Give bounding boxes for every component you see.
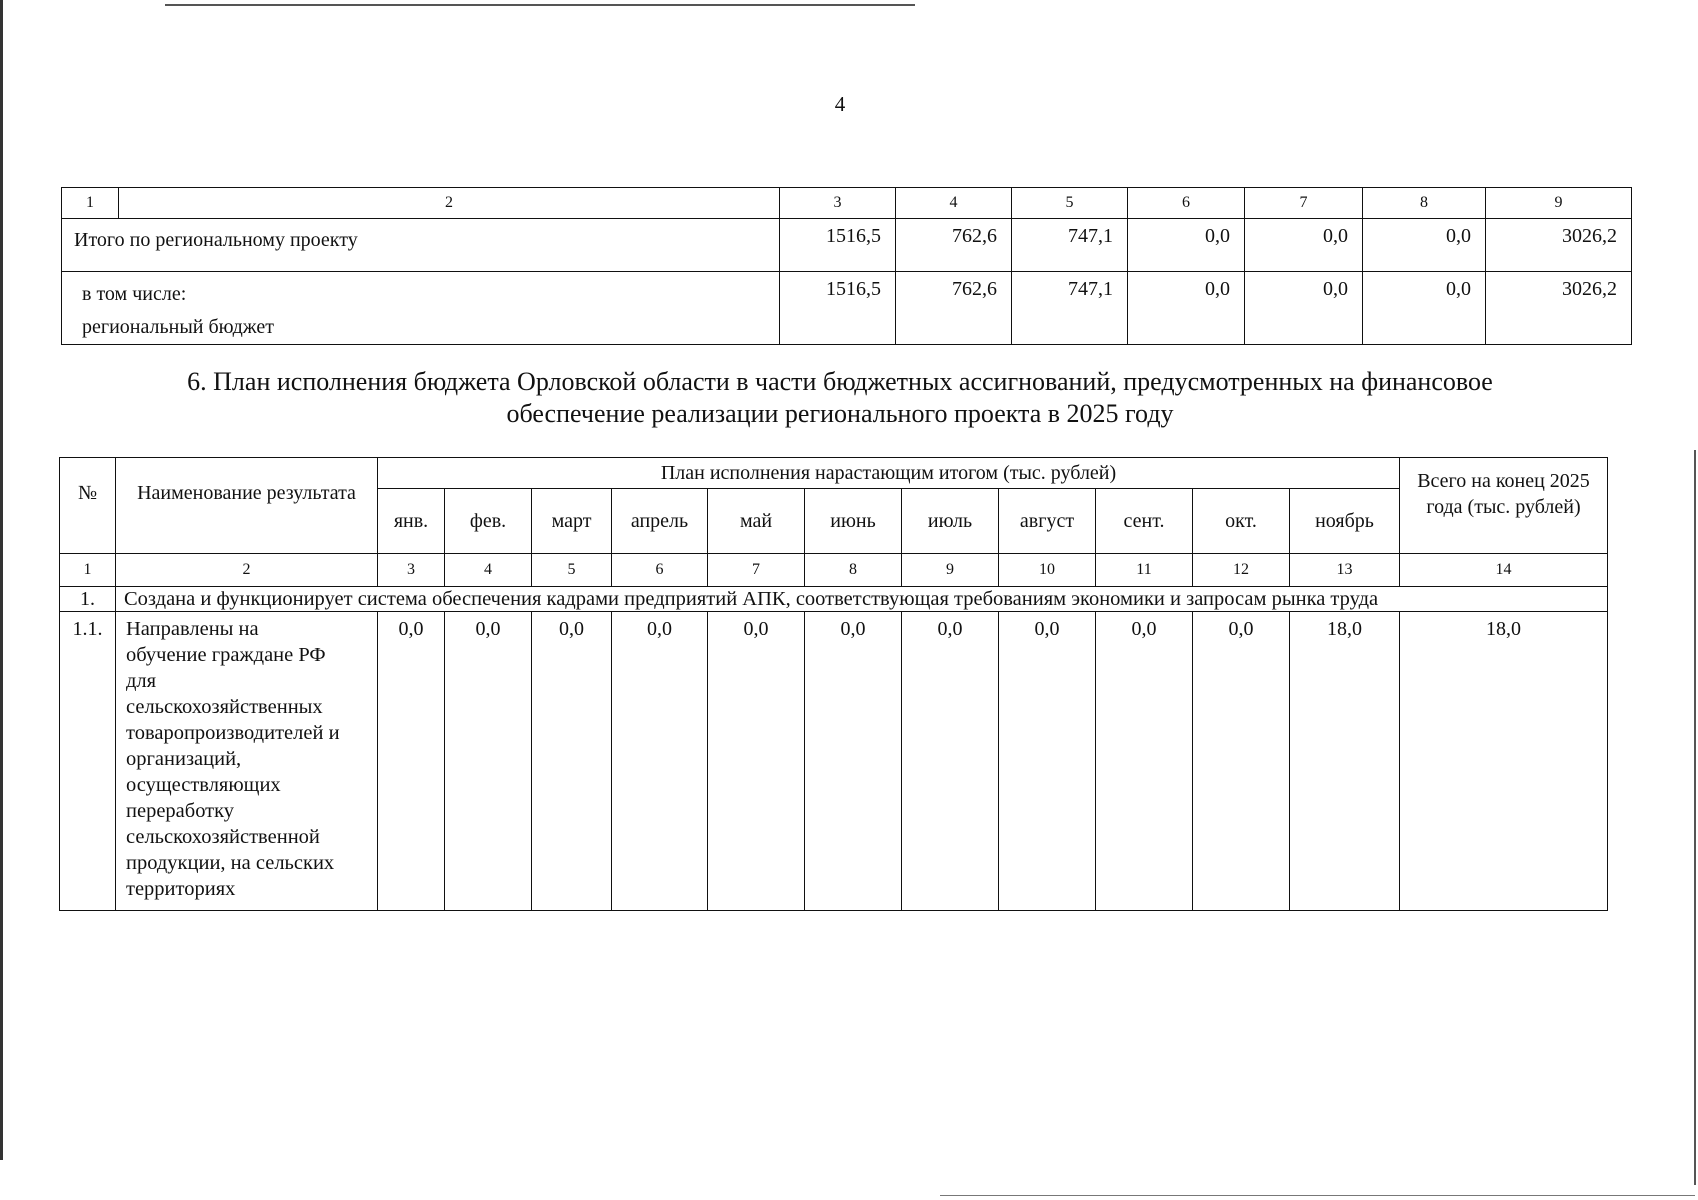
- result-name-line: товаропроизводителей и: [126, 722, 340, 744]
- section-title-line: обеспечение реализации регионального проекта в 2025 году: [506, 399, 1174, 428]
- table1-row-name-line: в том числе:: [82, 283, 187, 305]
- result-name-line: сельскохозяйственных: [126, 696, 323, 718]
- month-value: 0,0: [532, 612, 612, 911]
- table2-index-cell: 14: [1400, 554, 1608, 587]
- month-value: 0,0: [445, 612, 532, 911]
- result-name-line: организаций,: [126, 748, 242, 770]
- table1-value-cell: 0,0: [1363, 272, 1486, 345]
- table1-value-cell: 1516,5: [780, 219, 896, 272]
- table1-total-row: [62, 219, 1632, 272]
- table1-row-name: Итого по региональному проекту: [62, 219, 780, 272]
- table2-index-cell: 12: [1193, 554, 1290, 587]
- month-header: июнь: [805, 489, 902, 554]
- result-name: [116, 612, 378, 911]
- month-header: май: [708, 489, 805, 554]
- result-name-line: продукции, на сельских: [126, 852, 335, 874]
- month-value: 0,0: [1193, 612, 1290, 911]
- table2-section-row: [60, 587, 1608, 612]
- table1-index-cell: 7: [1245, 188, 1363, 219]
- table2-index-cell: 8: [805, 554, 902, 587]
- table1-index-row: [62, 188, 1632, 219]
- month-header: сент.: [1096, 489, 1193, 554]
- month-header: апрель: [612, 489, 708, 554]
- table1-value-cell: 0,0: [1128, 272, 1245, 345]
- table1-value-cell: 1516,5: [780, 272, 896, 345]
- scan-edge-left: [0, 0, 3, 1160]
- table1-index-cell: 1: [62, 188, 119, 219]
- table1-index-cell: 2: [119, 188, 780, 219]
- table1-value-cell: 747,1: [1012, 272, 1128, 345]
- month-header: ноябрь: [1290, 489, 1400, 554]
- table1-row-name-line: региональный бюджет: [82, 316, 274, 338]
- table2-index-cell: 3: [378, 554, 445, 587]
- table1-index-cell: 8: [1363, 188, 1486, 219]
- budget-execution-plan-table: [59, 457, 1608, 911]
- table1-value-cell: 3026,2: [1486, 272, 1632, 345]
- result-name-line: для: [126, 670, 157, 692]
- year-total-header: Всего на конец 2025 года (тыс. рублей): [1400, 458, 1608, 554]
- scan-edge-right: [1694, 450, 1696, 1185]
- scan-edge-top: [165, 4, 915, 6]
- table1-value-cell: 762,6: [896, 272, 1012, 345]
- table2-index-cell: 5: [532, 554, 612, 587]
- table2-index-cell: 7: [708, 554, 805, 587]
- table2-index-cell: 2: [116, 554, 378, 587]
- month-header: август: [999, 489, 1096, 554]
- month-value: 0,0: [708, 612, 805, 911]
- month-header: окт.: [1193, 489, 1290, 554]
- table1-value-cell: 747,1: [1012, 219, 1128, 272]
- table2-index-cell: 10: [999, 554, 1096, 587]
- month-value: 0,0: [902, 612, 999, 911]
- month-value: 0,0: [1096, 612, 1193, 911]
- table2-index-cell: 4: [445, 554, 532, 587]
- section-title-line: 6. План исполнения бюджета Орловской области в части бюджетных ассигнований, предусмотренных на финансовое: [187, 367, 1493, 396]
- table1-value-cell: 0,0: [1363, 219, 1486, 272]
- result-name-line: Направлены на: [126, 618, 259, 640]
- month-header: янв.: [378, 489, 445, 554]
- table1-index-cell: 9: [1486, 188, 1632, 219]
- table2-index-cell: 1: [60, 554, 116, 587]
- month-header: июль: [902, 489, 999, 554]
- result-number: 1.1.: [60, 612, 116, 911]
- year-total-value: 18,0: [1400, 612, 1608, 911]
- table1-value-cell: 0,0: [1128, 219, 1245, 272]
- number-header: №: [60, 458, 116, 554]
- table2-index-row: [60, 554, 1608, 587]
- table1-index-cell: 5: [1012, 188, 1128, 219]
- table1-index-cell: 3: [780, 188, 896, 219]
- table2-index-cell: 13: [1290, 554, 1400, 587]
- result-name-line: переработку: [126, 800, 235, 822]
- month-value: 0,0: [999, 612, 1096, 911]
- result-name-line: сельскохозяйственной: [126, 826, 320, 848]
- table1-value-cell: 0,0: [1245, 272, 1363, 345]
- section-title: [120, 366, 1560, 430]
- table2-header-row: [60, 458, 1608, 489]
- section-number: 1.: [60, 587, 116, 612]
- table1-value-cell: 3026,2: [1486, 219, 1632, 272]
- result-name-line: обучение граждане РФ: [126, 644, 326, 666]
- scan-edge-bottom: [940, 1195, 1695, 1196]
- table2-index-cell: 6: [612, 554, 708, 587]
- month-value: 0,0: [378, 612, 445, 911]
- month-value: 0,0: [805, 612, 902, 911]
- regional-project-total-table: [61, 187, 1632, 345]
- page-number: 4: [834, 92, 846, 116]
- month-header: март: [532, 489, 612, 554]
- table-row: [60, 612, 1608, 911]
- plan-header: План исполнения нарастающим итогом (тыс. рублей): [378, 458, 1400, 489]
- table1-index-cell: 6: [1128, 188, 1245, 219]
- result-name-header: Наименование результата: [116, 458, 378, 554]
- month-value: 18,0: [1290, 612, 1400, 911]
- result-name-line: территориях: [126, 878, 236, 900]
- table2-index-cell: 11: [1096, 554, 1193, 587]
- month-header: фев.: [445, 489, 532, 554]
- table1-value-cell: 0,0: [1245, 219, 1363, 272]
- table1-value-cell: 762,6: [896, 219, 1012, 272]
- table1-row-name: [62, 272, 780, 345]
- table1-index-cell: 4: [896, 188, 1012, 219]
- table1-budget-row: [62, 272, 1632, 345]
- result-name-line: осуществляющих: [126, 774, 281, 796]
- month-value: 0,0: [612, 612, 708, 911]
- table2-index-cell: 9: [902, 554, 999, 587]
- section-text: Создана и функционирует система обеспечения кадрами предприятий АПК, соответствующая требованиям экономики и запросам рынка труда: [116, 587, 1608, 612]
